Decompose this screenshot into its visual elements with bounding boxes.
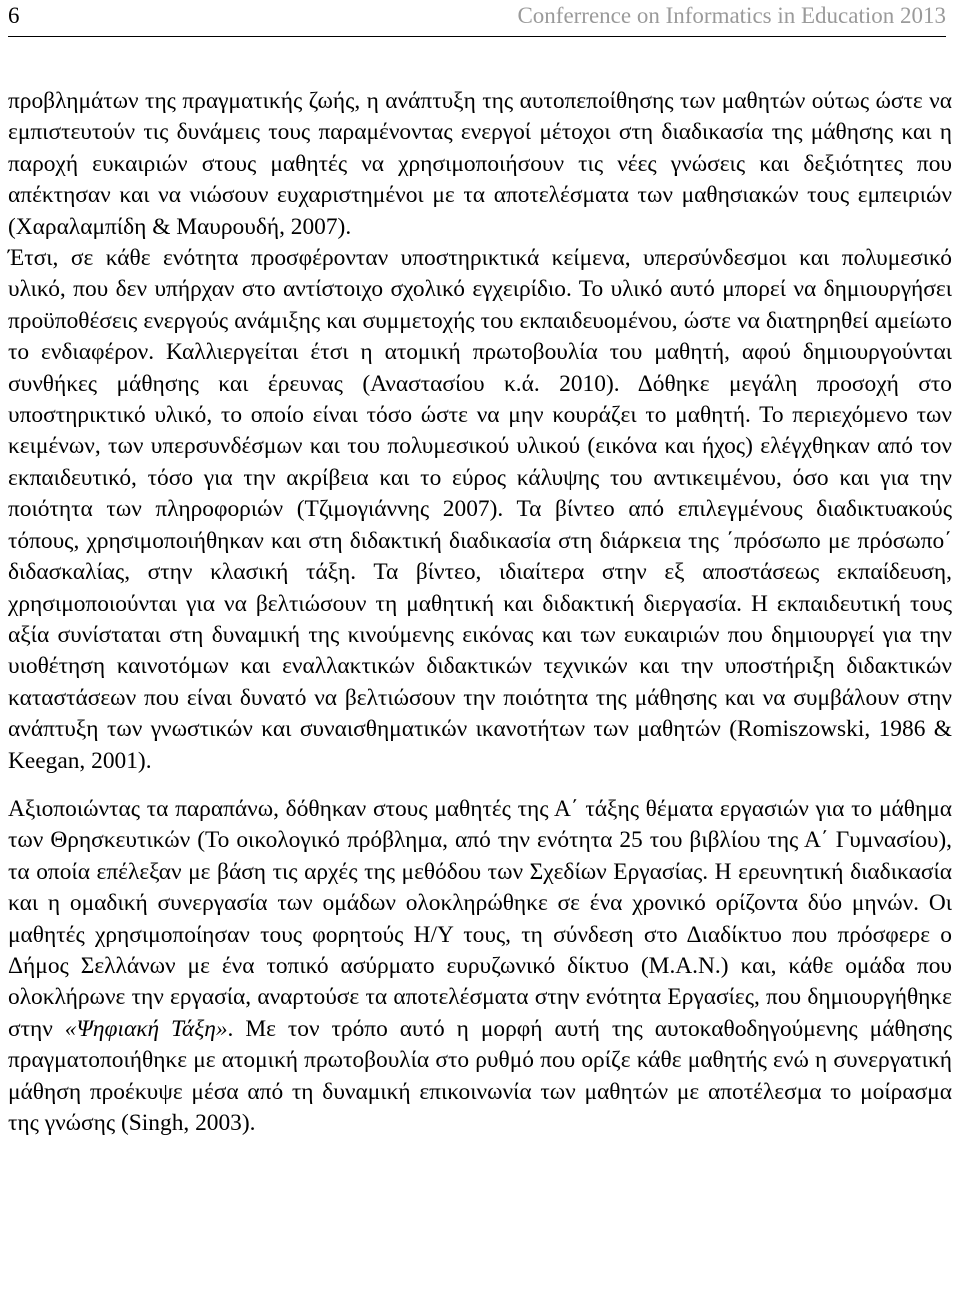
paragraph-3 — [8, 794, 952, 1139]
page-number: 6 — [8, 3, 20, 28]
paragraph-2: Έτσι, σε κάθε ενότητα προσφέρονταν υποστηρικτικά κείμενα, υπερσύνδεσμοι και πολυμεσικό υλικό, που δεν υπήρχαν στο αντίστοιχο σχολικό εγχειρίδιο. Το υλικό αυτό μπορεί να δημιουργήσει προϋποθέσεις ενεργούς ανάμιξης και συμμετοχής του εκπαιδευομένου, ώστε να διατηρηθεί αμείωτο το ενδιαφέρον. Καλλιεργείται έτσι η ατομική πρωτοβουλία του μαθητή, αφού δημιουργούνται συνθήκες μάθησης και έρευνας (Αναστασίου κ.ά. 2010). Δόθηκε μεγάλη προσοχή στο υποστηρικτικό υλικό, το οποίο είναι τόσο ώστε να μην κουράζει το μαθητή. Το περιεχόμενο των κειμένων, των υπερσυνδέσμων και του πολυμεσικού υλικού (εικόνα και ήχος) ελέγχθηκαν από τον εκπαιδευτικό, τόσο για την ακρίβεια και το εύρος κάλυψης του αντικειμένου, όσο και για την ποιότητα των πληροφοριών (Τζιμογιάννης 2007). Τα βίντεο από επιλεγμένους διαδικτυακούς τόπους, χρησιμοποιήθηκαν και στη διδακτική διαδικασία στη διάρκεια της ΄πρόσωπο με πρόσωπο΄ διδασκαλίας, στην κλασική τάξη. Τα βίντεο, ιδιαίτερα στην εξ αποστάσεως εκπαίδευση, χρησιμοποιούνται για να βελτιώσουν τη μαθητική και διδακτική διεργασία. Η εκπαιδευτική τους αξία συνίσταται στη δυναμική της κινούμενης εικόνας και των ευκαιριών που δημιουργεί για την υιοθέτηση καινοτόμων και εναλλακτικών διδακτικών τεχνικών και την υποστήριξη διδακτικών καταστάσεων που είναι δυνατό να βελτιώσουν την ποιότητα της μάθησης και να συμβάλουν στην ανάπτυξη των γνωστικών και συναισθηματικών ικανοτήτων των μαθητών (Romiszowski, 1986 & Keegan, 2001). — [8, 245, 952, 774]
paragraph-3-text-a: Αξιοποιώντας τα παραπάνω, δόθηκαν στους μαθητές της Α΄ τάξης θέματα εργασιών για το μάθημα των Θρησκευτικών (Το οικολογικό πρόβλημα, από την ενότητα 25 του βιβλίου της Α΄ Γυμνασίου), τα οποία επέλεξαν με βάση τις αρχές της μεθόδου των Σχεδίων Εργασίας. Η ερευνητική διαδικασία και η ομαδική συνεργασία των ομάδων ολοκληρώθηκε σε ένα χρονικό ορίζοντα δύο μηνών. Οι μαθητές χρησιμοποίησαν τους φορητούς Η/Υ τους, τη σύνδεση στο Διαδίκτυο που πρόσφερε ο Δήμος Σελλάνων με ένα τοπικό ασύρματο ευρυζωνικό δίκτυο (Μ.Α.Ν.) και, κάθε ομάδα που ολοκλήρωνε την εργασία, αναρτούσε τα αποτελέσματα στην ενότητα Εργασίες, που δημιουργήθηκε στην — [8, 795, 952, 1042]
paragraph-1: προβλημάτων της πραγματικής ζωής, η ανάπτυξη της αυτοπεποίθησης των μαθητών ούτως ώστε να εμπιστευτούν τις δυνάμεις τους παραμένοντας ενεργοί μέτοχοι στη διαδικασία της μάθησης και η παροχή ευκαιριών στους μαθητές να χρησιμοποιήσουν τις νέες γνώσεις και δεξιότητες που απέκτησαν και να νιώσουν ευχαριστημένοι με τα αποτελέσματα των μαθησιακών τους εμπειριών (Χαραλαμπίδη & Μαυρουδή, 2007). — [8, 88, 952, 240]
running-title: Conferrence on Informatics in Education 2013 — [517, 3, 946, 28]
page-header — [8, 0, 946, 37]
digital-classroom-term: «Ψηφιακή Τάξη» — [64, 1015, 228, 1042]
body-text — [8, 86, 952, 1156]
paragraph-3-text-b: . Με τον τρόπο αυτό η μορφή αυτή της αυτοκαθοδηγούμενης μάθησης πραγματοποιήθηκε με ατομική πρωτοβουλία στο ρυθμό που ορίζε κάθε μαθητής ενώ η συνεργατική μάθηση προέκυψε μέσα από τη δυναμική επικοινωνία των μαθητών με αποτέλεσμα το μοίρασμα της γνώσης (Singh, 2003). — [8, 1015, 952, 1136]
